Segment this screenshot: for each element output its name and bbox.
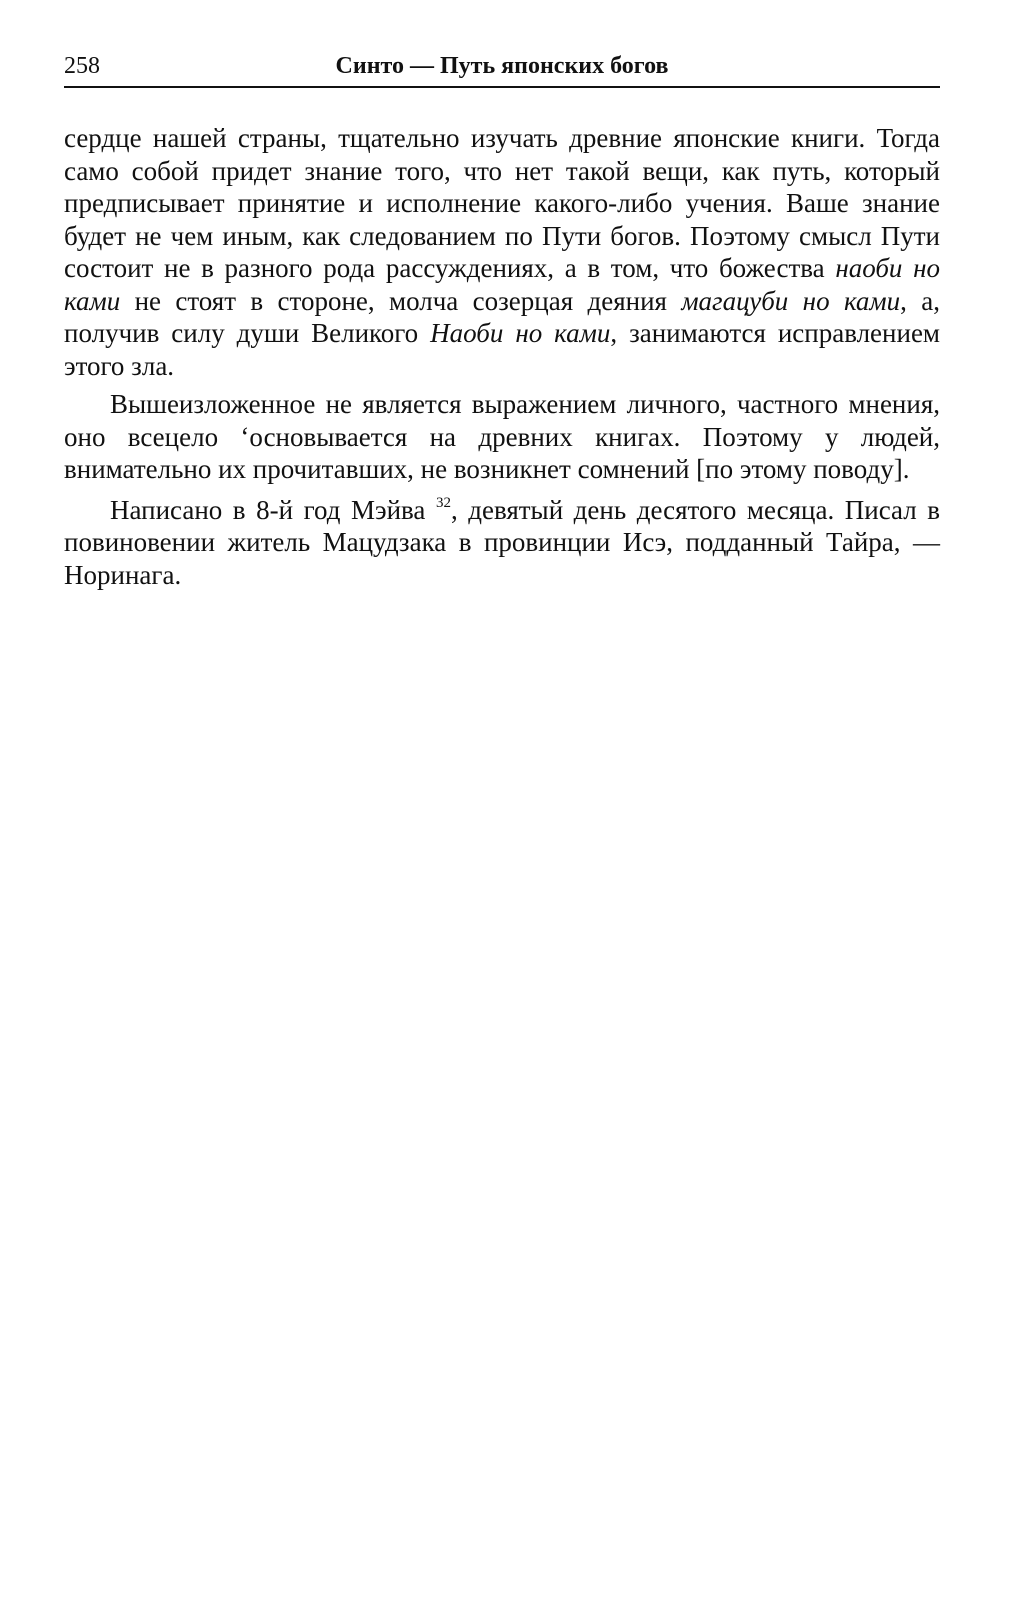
paragraph-3: [64, 494, 940, 592]
paragraph-1-text-2: не стоят в стороне, молча созерцая деяния: [120, 285, 682, 316]
paragraph-1-text-3: , а, получив силу души Великого: [64, 285, 940, 348]
paragraph-3-text-2: , девятый день десятого месяца. Писал в повиновении житель Мацудзака в провинции Исэ, подданный Тайра, — Норинага.: [64, 494, 940, 590]
paragraph-1-text-1: сердце нашей страны, тщательно изучать древние японские книги. Тогда само собой придет знание того, что нет такой вещи, как путь, который предписывает принятие и исполнение какого-либо учения. Ваше знание будет не чем иным, как следованием по Пути богов. Поэтому смысл Пути состоит не в разного рода рассуждениях, а в том, что божества: [64, 123, 940, 283]
book-page: [64, 46, 940, 599]
paragraph-1: [64, 122, 940, 382]
paragraph-3-text-1: Написано в 8-й год Мэйва: [110, 494, 436, 525]
paragraph-2: Вышеизложенное не является выражением личного, частного мнения, оно всецело ‘основывается на древних книгах. Поэтому у людей, внимательно их прочитавших, не возникнет сомнений [по этому поводу].: [64, 389, 940, 484]
running-head: [64, 46, 940, 88]
page-number: 258: [64, 53, 100, 79]
italic-term-great-naobi-no-kami: Наоби но ками: [430, 318, 611, 348]
running-title: Синто — Путь японских богов: [335, 53, 669, 79]
footnote-reference: 32: [435, 494, 451, 511]
paragraph-1-text-4: , занимаются исправлением этого зла.: [64, 318, 941, 381]
body-text: [64, 122, 940, 591]
italic-term-naobi-no-kami: наоби но ками: [64, 253, 941, 316]
italic-term-magatsubi-no-kami: магацуби но ками: [681, 285, 901, 316]
